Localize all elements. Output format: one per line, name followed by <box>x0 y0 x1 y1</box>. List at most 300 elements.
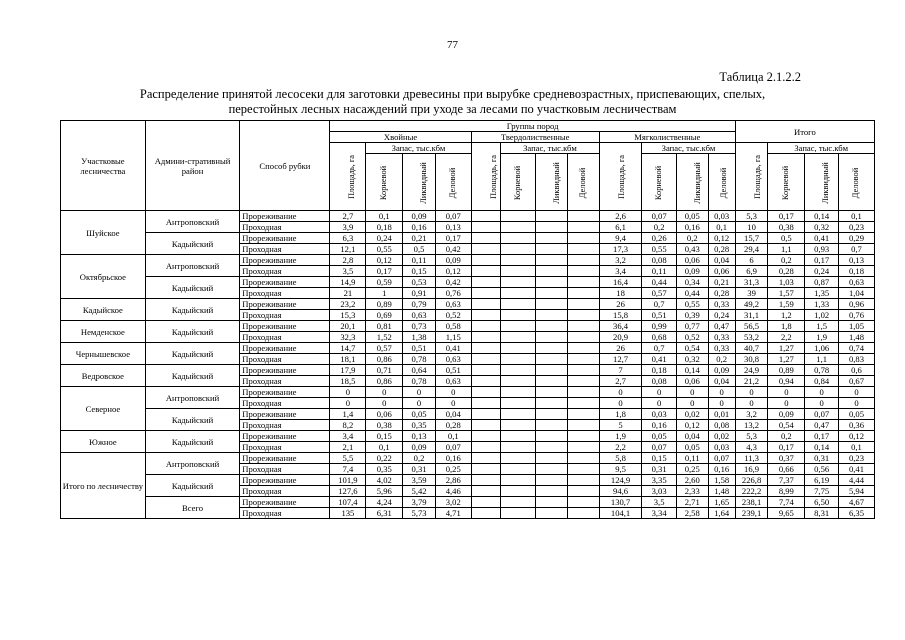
value-cell <box>535 376 568 387</box>
value-cell <box>471 321 500 332</box>
value-cell <box>568 244 600 255</box>
table-row <box>61 475 875 486</box>
value-cell: 0,16 <box>435 453 471 464</box>
value-cell: 53,2 <box>735 332 768 343</box>
value-cell <box>501 277 536 288</box>
value-cell: 0,38 <box>366 420 403 431</box>
value-cell: 1,03 <box>768 277 805 288</box>
value-cell <box>471 332 500 343</box>
value-cell <box>471 475 500 486</box>
value-cell: 107,4 <box>330 497 366 508</box>
table-label: Таблица 2.1.2.2 <box>719 70 801 84</box>
value-cell: 0,07 <box>805 409 839 420</box>
sposob-cell: Проходная <box>240 332 330 343</box>
sposob-cell: Прореживание <box>240 453 330 464</box>
value-cell: 39 <box>735 288 768 299</box>
value-cell <box>568 431 600 442</box>
value-cell: 6,19 <box>805 475 839 486</box>
value-cell: 0 <box>403 398 436 409</box>
value-cell <box>501 409 536 420</box>
value-cell <box>471 211 500 222</box>
value-cell: 1,27 <box>768 343 805 354</box>
value-cell: 29,4 <box>735 244 768 255</box>
value-cell: 0 <box>366 398 403 409</box>
value-cell: 0,42 <box>435 244 471 255</box>
sposob-cell: Прореживание <box>240 299 330 310</box>
value-cell: 2,2 <box>599 442 641 453</box>
value-cell: 0 <box>805 387 839 398</box>
value-cell: 0,13 <box>435 222 471 233</box>
value-cell <box>471 508 500 519</box>
value-cell: 12,1 <box>330 244 366 255</box>
value-cell: 21 <box>330 288 366 299</box>
value-cell: 0,28 <box>435 420 471 431</box>
sposob-cell: Проходная <box>240 442 330 453</box>
value-cell: 0,18 <box>838 266 874 277</box>
value-cell: 0,7 <box>838 244 874 255</box>
value-cell <box>535 486 568 497</box>
value-cell <box>471 453 500 464</box>
value-cell: 222,2 <box>735 486 768 497</box>
value-cell: 1,5 <box>805 321 839 332</box>
value-cell <box>501 497 536 508</box>
value-cell: 16,9 <box>735 464 768 475</box>
value-cell: 0,47 <box>805 420 839 431</box>
rayon-cell: Кадыйский <box>145 277 240 299</box>
value-cell <box>568 508 600 519</box>
rayon-cell: Кадыйский <box>145 343 240 365</box>
value-cell <box>471 431 500 442</box>
value-cell: 0,04 <box>708 376 735 387</box>
value-cell: 0,32 <box>677 354 709 365</box>
value-cell <box>568 343 600 354</box>
value-cell <box>471 409 500 420</box>
value-cell: 0 <box>735 398 768 409</box>
header-likvidny-tv: Ликвидный <box>535 154 568 211</box>
header-zapas-it: Запас, тыс.кбм <box>768 143 875 154</box>
value-cell: 0,2 <box>403 453 436 464</box>
header-kornevoy-my: Корневой <box>642 154 677 211</box>
value-cell <box>501 453 536 464</box>
table-row <box>61 233 875 244</box>
value-cell: 6,50 <box>805 497 839 508</box>
value-cell: 0,03 <box>708 442 735 453</box>
rayon-cell: Кадыйский <box>145 299 240 321</box>
value-cell <box>535 266 568 277</box>
table-row <box>61 255 875 266</box>
value-cell: 0,1 <box>366 442 403 453</box>
value-cell: 18,1 <box>330 354 366 365</box>
value-cell: 2,6 <box>599 211 641 222</box>
value-cell: 0,16 <box>403 222 436 233</box>
header-kornevoy-tv: Корневой <box>501 154 536 211</box>
value-cell: 1,4 <box>330 409 366 420</box>
value-cell <box>501 288 536 299</box>
value-cell: 0,43 <box>677 244 709 255</box>
sposob-cell: Проходная <box>240 354 330 365</box>
value-cell: 0,02 <box>708 431 735 442</box>
value-cell: 0,08 <box>642 376 677 387</box>
value-cell: 0,03 <box>708 211 735 222</box>
value-cell: 1,2 <box>768 310 805 321</box>
value-cell: 3,2 <box>735 409 768 420</box>
value-cell: 239,1 <box>735 508 768 519</box>
value-cell <box>471 310 500 321</box>
value-cell: 0 <box>838 398 874 409</box>
rayon-cell: Кадыйский <box>145 321 240 343</box>
value-cell: 0 <box>805 398 839 409</box>
value-cell: 2,71 <box>677 497 709 508</box>
value-cell: 0,05 <box>642 431 677 442</box>
value-cell: 1,1 <box>805 354 839 365</box>
value-cell: 7,74 <box>768 497 805 508</box>
table-row <box>61 365 875 376</box>
header-groups: Группы пород <box>330 121 735 132</box>
value-cell <box>535 343 568 354</box>
table-row <box>61 343 875 354</box>
value-cell: 0,76 <box>838 310 874 321</box>
value-cell: 0,52 <box>677 332 709 343</box>
value-cell <box>568 288 600 299</box>
rayon-cell: Кадыйский <box>145 409 240 431</box>
value-cell: 0,15 <box>366 431 403 442</box>
value-cell: 0,2 <box>708 354 735 365</box>
sposob-cell: Прореживание <box>240 255 330 266</box>
value-cell <box>568 255 600 266</box>
value-cell: 0 <box>677 398 709 409</box>
lesnichestvo-cell: Итого по лесничеству <box>61 453 146 519</box>
value-cell: 0,07 <box>642 442 677 453</box>
value-cell <box>535 365 568 376</box>
value-cell: 0 <box>735 387 768 398</box>
table-row <box>61 277 875 288</box>
value-cell <box>535 409 568 420</box>
header-zapas-hv: Запас, тыс.кбм <box>366 143 471 154</box>
value-cell: 0,59 <box>366 277 403 288</box>
value-cell: 6,1 <box>599 222 641 233</box>
value-cell: 1,27 <box>768 354 805 365</box>
value-cell <box>501 398 536 409</box>
value-cell: 0,14 <box>805 442 839 453</box>
value-cell <box>471 266 500 277</box>
value-cell <box>501 508 536 519</box>
value-cell <box>535 398 568 409</box>
value-cell <box>568 277 600 288</box>
value-cell: 0,07 <box>708 453 735 464</box>
value-cell <box>471 233 500 244</box>
value-cell <box>501 486 536 497</box>
value-cell <box>568 321 600 332</box>
value-cell: 0,93 <box>805 244 839 255</box>
header-kornevoy-it: Корневой <box>768 154 805 211</box>
value-cell: 16,4 <box>599 277 641 288</box>
value-cell: 1,9 <box>599 431 641 442</box>
value-cell: 0,11 <box>677 453 709 464</box>
value-cell: 10 <box>735 222 768 233</box>
value-cell: 0,16 <box>642 420 677 431</box>
value-cell <box>501 365 536 376</box>
value-cell <box>568 442 600 453</box>
value-cell <box>501 464 536 475</box>
value-cell: 0 <box>708 387 735 398</box>
value-cell: 6,35 <box>838 508 874 519</box>
value-cell: 127,6 <box>330 486 366 497</box>
value-cell: 17,3 <box>599 244 641 255</box>
value-cell: 0,33 <box>708 343 735 354</box>
value-cell: 1,02 <box>805 310 839 321</box>
value-cell: 0,02 <box>677 409 709 420</box>
value-cell: 1,04 <box>838 288 874 299</box>
value-cell: 0,2 <box>768 431 805 442</box>
value-cell: 0,17 <box>435 233 471 244</box>
header-zapas-tv: Запас, тыс.кбм <box>501 143 600 154</box>
value-cell: 3,5 <box>330 266 366 277</box>
header-tverdolist: Твердолиственные <box>471 132 599 143</box>
value-cell: 0,6 <box>838 365 874 376</box>
value-cell: 1,48 <box>708 486 735 497</box>
value-cell: 2,7 <box>330 211 366 222</box>
sposob-cell: Проходная <box>240 398 330 409</box>
value-cell: 0,84 <box>805 376 839 387</box>
lesnichestvo-cell: Северное <box>61 387 146 431</box>
value-cell <box>535 497 568 508</box>
value-cell <box>471 299 500 310</box>
sposob-cell: Прореживание <box>240 321 330 332</box>
value-cell: 0,35 <box>366 464 403 475</box>
header-delovoy-my: Деловой <box>708 154 735 211</box>
table-row <box>61 211 875 222</box>
value-cell: 0,12 <box>708 233 735 244</box>
value-cell: 1,35 <box>805 288 839 299</box>
value-cell <box>501 299 536 310</box>
value-cell <box>568 453 600 464</box>
value-cell: 0,06 <box>708 266 735 277</box>
value-cell: 0,32 <box>805 222 839 233</box>
value-cell: 4,67 <box>838 497 874 508</box>
value-cell: 2,58 <box>677 508 709 519</box>
value-cell: 0 <box>677 387 709 398</box>
value-cell: 1,9 <box>805 332 839 343</box>
value-cell: 0,68 <box>642 332 677 343</box>
value-cell <box>535 222 568 233</box>
sposob-cell: Проходная <box>240 464 330 475</box>
value-cell: 5,3 <box>735 431 768 442</box>
value-cell: 3,59 <box>403 475 436 486</box>
value-cell: 20,1 <box>330 321 366 332</box>
value-cell <box>568 387 600 398</box>
value-cell: 4,46 <box>435 486 471 497</box>
value-cell: 0,5 <box>768 233 805 244</box>
value-cell <box>568 464 600 475</box>
value-cell: 0 <box>768 398 805 409</box>
value-cell: 0,18 <box>642 365 677 376</box>
value-cell: 0,15 <box>403 266 436 277</box>
value-cell: 1,59 <box>768 299 805 310</box>
value-cell <box>568 365 600 376</box>
value-cell <box>501 343 536 354</box>
value-cell: 5,94 <box>838 486 874 497</box>
value-cell: 13,2 <box>735 420 768 431</box>
value-cell: 0 <box>403 387 436 398</box>
value-cell: 124,9 <box>599 475 641 486</box>
value-cell: 40,7 <box>735 343 768 354</box>
value-cell: 0,87 <box>805 277 839 288</box>
table-row <box>61 299 875 310</box>
value-cell: 0,39 <box>677 310 709 321</box>
value-cell: 0,51 <box>435 365 471 376</box>
value-cell: 0 <box>366 387 403 398</box>
value-cell: 226,8 <box>735 475 768 486</box>
value-cell: 0 <box>768 387 805 398</box>
table-body <box>61 211 875 519</box>
header-kornevoy-hv: Корневой <box>366 154 403 211</box>
sposob-cell: Прореживание <box>240 211 330 222</box>
value-cell <box>568 310 600 321</box>
value-cell: 2,8 <box>330 255 366 266</box>
value-cell <box>535 387 568 398</box>
value-cell: 3,79 <box>403 497 436 508</box>
value-cell: 0,29 <box>838 233 874 244</box>
value-cell: 0,51 <box>403 343 436 354</box>
sposob-cell: Прореживание <box>240 409 330 420</box>
value-cell <box>535 354 568 365</box>
value-cell: 0,36 <box>838 420 874 431</box>
value-cell <box>568 299 600 310</box>
value-cell: 0,13 <box>838 255 874 266</box>
value-cell: 0,03 <box>642 409 677 420</box>
value-cell <box>501 233 536 244</box>
value-cell: 0,09 <box>708 365 735 376</box>
header-myagkolist: Мягколиственные <box>599 132 735 143</box>
value-cell: 0 <box>642 398 677 409</box>
value-cell: 7,37 <box>768 475 805 486</box>
value-cell <box>535 464 568 475</box>
value-cell: 2,7 <box>599 376 641 387</box>
lesnichestvo-cell: Ведровское <box>61 365 146 387</box>
value-cell: 0,28 <box>768 266 805 277</box>
value-cell: 1,06 <box>805 343 839 354</box>
value-cell: 0,41 <box>642 354 677 365</box>
value-cell <box>501 332 536 343</box>
value-cell: 0,28 <box>708 244 735 255</box>
value-cell: 0,7 <box>642 299 677 310</box>
value-cell: 3,02 <box>435 497 471 508</box>
value-cell: 1,65 <box>708 497 735 508</box>
value-cell: 0,07 <box>642 211 677 222</box>
value-cell: 0,17 <box>366 266 403 277</box>
value-cell <box>501 222 536 233</box>
value-cell: 1,64 <box>708 508 735 519</box>
value-cell: 14,7 <box>330 343 366 354</box>
value-cell: 6,31 <box>366 508 403 519</box>
value-cell <box>535 431 568 442</box>
value-cell: 0,04 <box>677 431 709 442</box>
value-cell: 56,5 <box>735 321 768 332</box>
value-cell: 1,15 <box>435 332 471 343</box>
value-cell: 0,31 <box>805 453 839 464</box>
value-cell: 0,14 <box>805 211 839 222</box>
table-row <box>61 497 875 508</box>
value-cell: 0,55 <box>642 244 677 255</box>
value-cell: 0,2 <box>677 233 709 244</box>
value-cell: 3,9 <box>330 222 366 233</box>
value-cell: 0,63 <box>838 277 874 288</box>
value-cell: 23,2 <box>330 299 366 310</box>
value-cell <box>568 486 600 497</box>
value-cell: 0,2 <box>768 255 805 266</box>
value-cell: 1,8 <box>599 409 641 420</box>
header-delovoy-hv: Деловой <box>435 154 471 211</box>
value-cell <box>471 365 500 376</box>
value-cell: 4,71 <box>435 508 471 519</box>
value-cell <box>568 398 600 409</box>
value-cell: 0,31 <box>403 464 436 475</box>
value-cell <box>568 266 600 277</box>
value-cell: 0,99 <box>642 321 677 332</box>
value-cell: 1 <box>366 288 403 299</box>
value-cell: 2,2 <box>768 332 805 343</box>
sposob-cell: Проходная <box>240 376 330 387</box>
value-cell: 0,07 <box>435 442 471 453</box>
value-cell: 0,28 <box>708 288 735 299</box>
value-cell: 0,71 <box>366 365 403 376</box>
value-cell <box>501 354 536 365</box>
value-cell <box>471 255 500 266</box>
value-cell <box>535 299 568 310</box>
value-cell: 4,24 <box>366 497 403 508</box>
value-cell: 0,15 <box>642 453 677 464</box>
value-cell: 0 <box>330 387 366 398</box>
value-cell <box>471 244 500 255</box>
value-cell: 0,06 <box>677 376 709 387</box>
value-cell: 0,04 <box>435 409 471 420</box>
value-cell: 31,3 <box>735 277 768 288</box>
sposob-cell: Проходная <box>240 486 330 497</box>
sposob-cell: Проходная <box>240 420 330 431</box>
value-cell <box>535 475 568 486</box>
value-cell: 0,21 <box>403 233 436 244</box>
sposob-cell: Прореживание <box>240 475 330 486</box>
value-cell: 0,24 <box>708 310 735 321</box>
value-cell: 1,38 <box>403 332 436 343</box>
value-cell: 0,05 <box>838 409 874 420</box>
value-cell: 0,23 <box>838 453 874 464</box>
value-cell: 3,03 <box>642 486 677 497</box>
value-cell: 0,06 <box>366 409 403 420</box>
value-cell <box>568 233 600 244</box>
value-cell <box>501 211 536 222</box>
value-cell: 0,17 <box>768 442 805 453</box>
value-cell: 0,1 <box>366 211 403 222</box>
value-cell: 0,74 <box>838 343 874 354</box>
value-cell: 9,65 <box>768 508 805 519</box>
value-cell <box>471 376 500 387</box>
value-cell: 0,1 <box>838 442 874 453</box>
value-cell <box>535 442 568 453</box>
value-cell: 0,47 <box>708 321 735 332</box>
header-sposob: Способ рубки <box>240 121 330 211</box>
value-cell: 0,18 <box>366 222 403 233</box>
value-cell: 0,54 <box>677 343 709 354</box>
value-cell <box>568 420 600 431</box>
value-cell: 0,17 <box>805 255 839 266</box>
value-cell: 101,9 <box>330 475 366 486</box>
value-cell: 0,73 <box>403 321 436 332</box>
value-cell: 4,02 <box>366 475 403 486</box>
value-cell <box>535 288 568 299</box>
value-cell: 0,83 <box>838 354 874 365</box>
value-cell: 1,1 <box>768 244 805 255</box>
